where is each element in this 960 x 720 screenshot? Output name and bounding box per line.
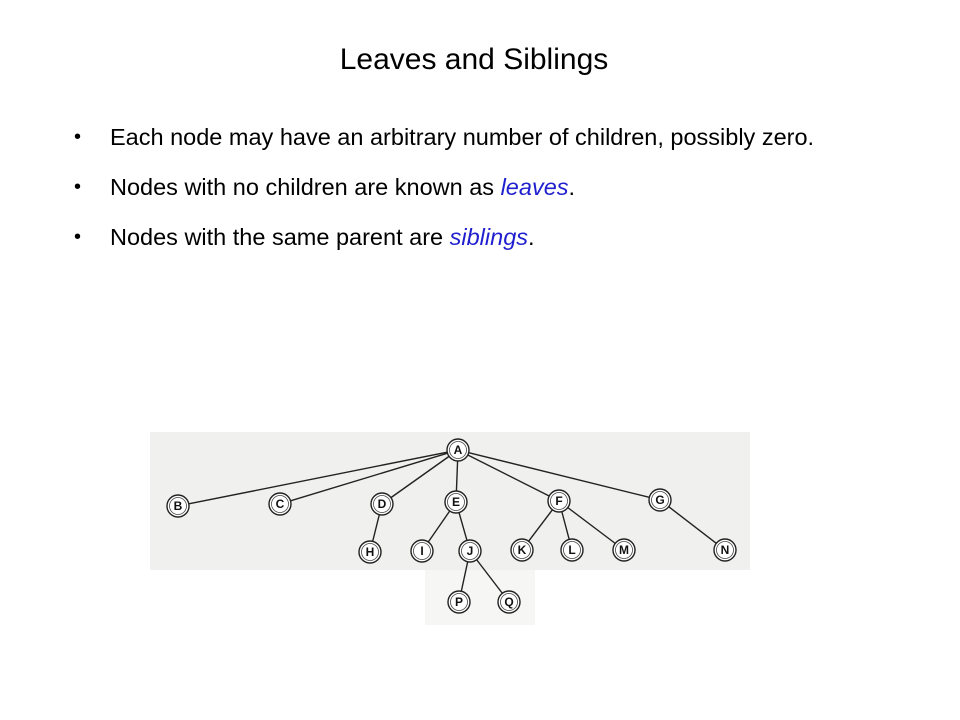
- tree-node-b: [167, 495, 189, 517]
- bullet-text-part: .: [568, 174, 576, 200]
- bullet-dot-icon: •: [74, 126, 82, 148]
- tree-diagram: [150, 432, 750, 632]
- tree-node-label: A: [453, 443, 463, 457]
- bullet-dot-icon: •: [74, 176, 82, 198]
- highlight-term-siblings: siblings: [449, 224, 529, 250]
- tree-diagram-svg: [150, 432, 750, 632]
- tree-node-label: N: [720, 543, 730, 557]
- bullet-text-part: Nodes with the same parent are: [110, 224, 450, 250]
- bullet-text: [110, 174, 575, 200]
- bullet-item-leaves: [72, 169, 922, 206]
- tree-node-p: [448, 591, 470, 613]
- bullet-text: [110, 224, 535, 250]
- bullet-text-part: .: [528, 224, 535, 250]
- tree-node-label: K: [517, 543, 527, 557]
- bullet-dot-icon: •: [74, 226, 82, 248]
- tree-node-k: [511, 539, 533, 561]
- bullet-item-children: [72, 119, 922, 156]
- tree-node-label: J: [466, 544, 474, 558]
- tree-node-label: B: [173, 499, 183, 513]
- tree-node-label: F: [555, 494, 563, 508]
- tree-node-a: [447, 439, 469, 461]
- tree-node-label: G: [655, 493, 665, 507]
- bullet-text-part: Nodes with no children are known as: [110, 174, 501, 200]
- tree-node-l: [561, 539, 583, 561]
- tree-node-h: [359, 541, 381, 563]
- tree-node-e: [445, 491, 467, 513]
- bullet-text-part: Each node may have an arbitrary number of children, possibly zero.: [110, 124, 815, 150]
- tree-node-n: [714, 539, 736, 561]
- tree-node-m: [613, 539, 635, 561]
- tree-node-label: D: [377, 497, 387, 511]
- bullet-list: [72, 119, 922, 269]
- bullet-text: [110, 124, 814, 150]
- tree-node-label: M: [619, 543, 629, 557]
- highlight-term-leaves: leaves: [500, 174, 569, 200]
- tree-node-label: P: [454, 595, 464, 609]
- tree-node-label: E: [451, 495, 461, 509]
- tree-node-i: [411, 540, 433, 562]
- tree-node-d: [371, 493, 393, 515]
- tree-node-j: [459, 540, 481, 562]
- slide-title: Leaves and Siblings: [339, 43, 609, 76]
- tree-node-f: [548, 490, 570, 512]
- tree-node-label: C: [275, 497, 285, 511]
- tree-node-label: L: [568, 543, 576, 557]
- tree-node-label: I: [420, 544, 424, 558]
- tree-node-label: H: [365, 545, 375, 559]
- tree-node-q: [498, 591, 520, 613]
- tree-node-c: [269, 493, 291, 515]
- tree-node-label: Q: [504, 595, 514, 609]
- bullet-item-siblings: [72, 219, 922, 256]
- tree-node-g: [649, 489, 671, 511]
